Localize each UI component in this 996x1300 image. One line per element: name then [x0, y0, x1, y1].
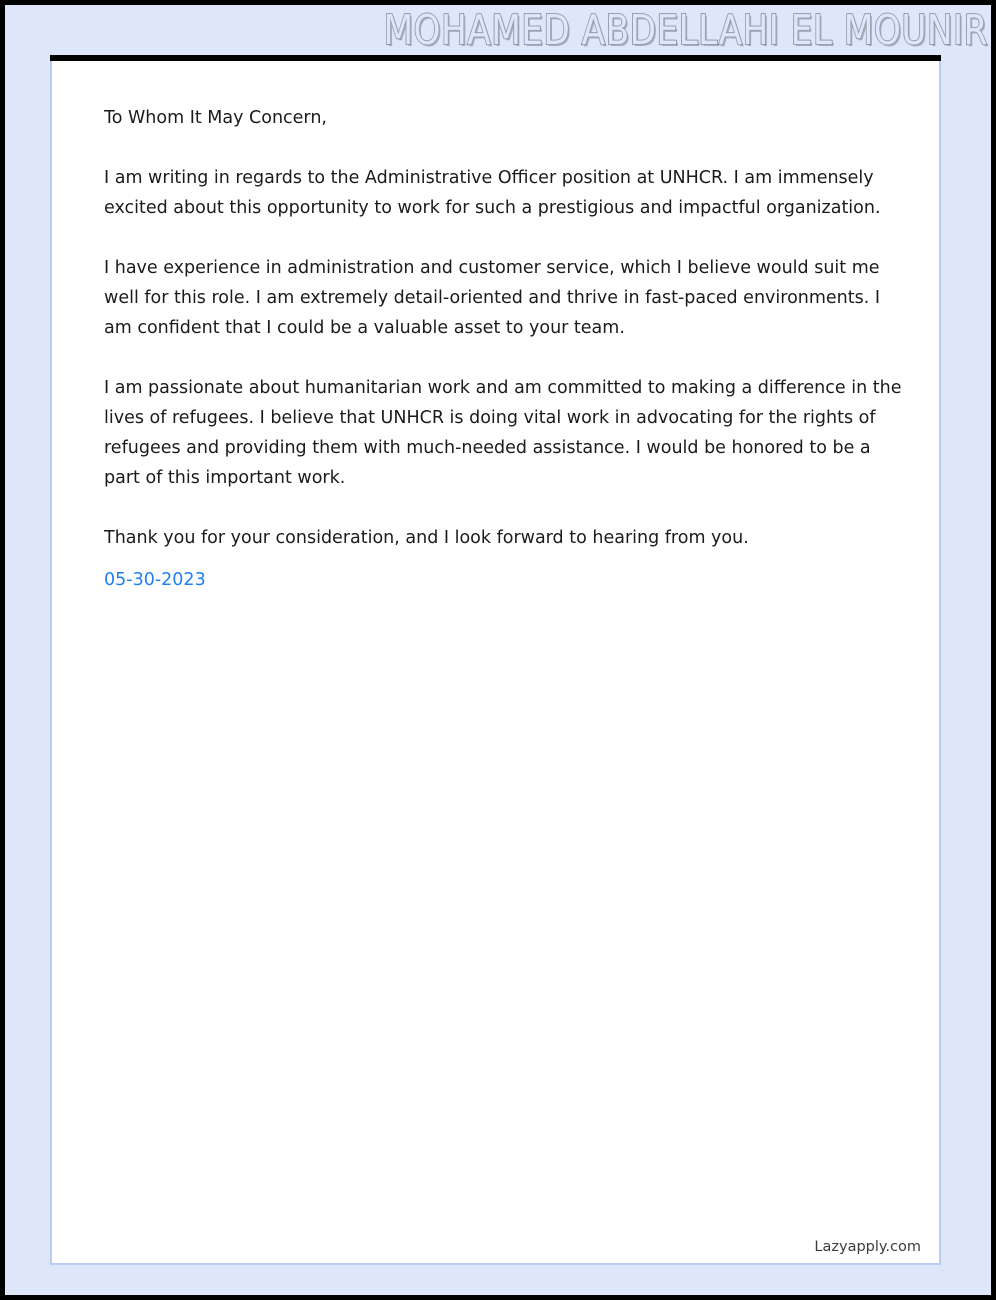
document-header: [5, 5, 988, 55]
letter-salutation: To Whom It May Concern,: [104, 108, 327, 128]
footer-watermark: Lazyapply.com: [814, 1239, 921, 1255]
letter-paragraph-1: I am writing in regards to the Administrative Officer position at UNHCR. I am immensely excited about this opportunity to work for such a prestigious and impactful organization.: [104, 168, 881, 218]
letter-closing: Thank you for your consideration, and I look forward to hearing from you.: [104, 528, 749, 548]
document-page-background: [5, 5, 991, 1295]
letter-date: 05-30-2023: [104, 570, 206, 590]
letter-paragraph-3: I am passionate about humanitarian work and am committed to making a difference in the lives of refugees. I believe that UNHCR is doing vital work in advocating for the rights of refugees and providing them with much-needed assistance. I would be honored to be a part of this important work.: [104, 378, 902, 488]
letter-body: [104, 103, 904, 595]
letter-paragraph-2: I have experience in administration and customer service, which I believe would suit me well for this role. I am extremely detail-oriented and thrive in fast-paced environments. I am confident that I could be a valuable asset to your team.: [104, 258, 881, 338]
page-title: MOHAMED ABDELLAHI EL MOUNIR: [383, 6, 988, 54]
cover-letter-card: [50, 61, 941, 1265]
